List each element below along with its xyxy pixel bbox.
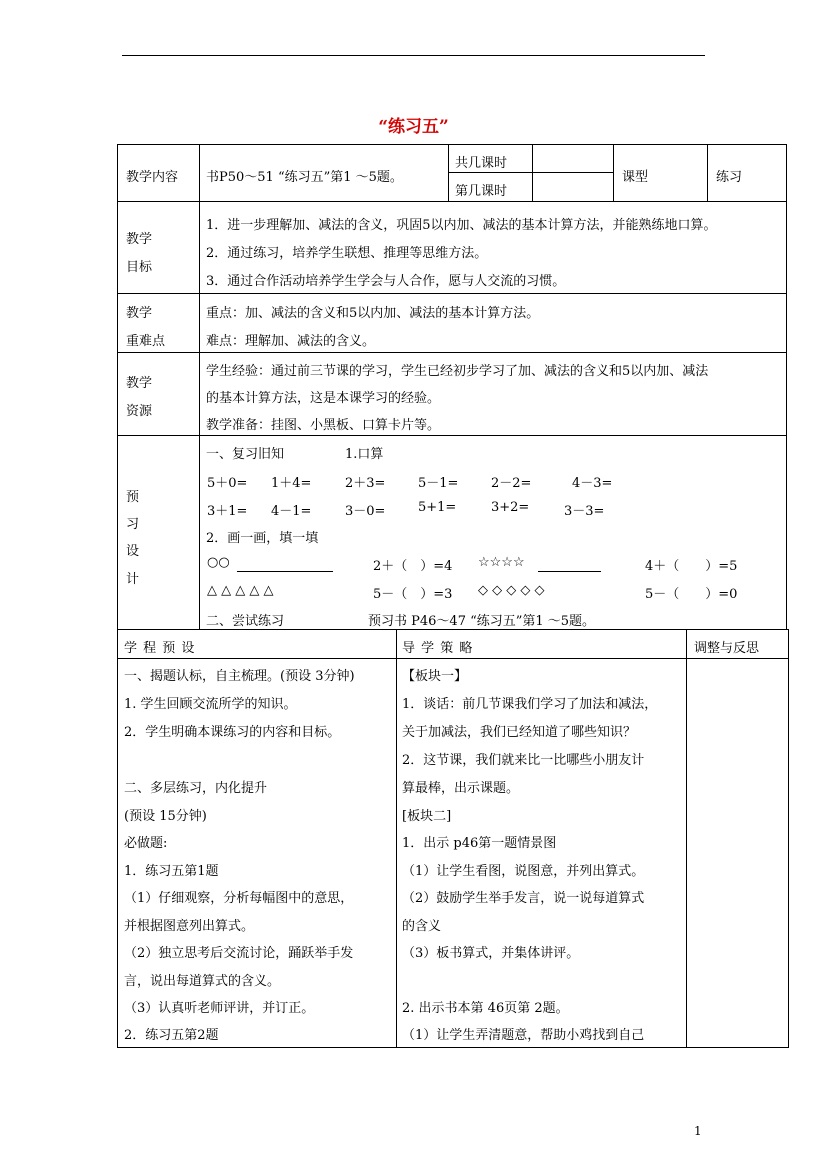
resource-item: 学生经验：通过前三节课的学习，学生已经初步学习了加、减法的含义和5以内加、减法 — [206, 364, 709, 379]
process-left-line: 言，说出每道算式的含义。 — [124, 974, 281, 989]
process-left-line: （1）仔细观察，分析每幅图中的意思， — [124, 891, 354, 906]
stars: ☆☆☆☆ — [478, 555, 525, 570]
content-value: 书P50～51 “练习五”第1 ～5题。 — [206, 170, 403, 185]
keypoint-item: 重点：加、减法的含义和5以内加、减法的基本计算方法。 — [206, 306, 540, 321]
process-left-line: 1. 学生回顾交流所学的知识。 — [124, 697, 297, 712]
fill-equation: 2＋（ ）=4 — [373, 559, 453, 574]
goals-label-2: 目标 — [126, 260, 153, 275]
preview-label: 设 — [126, 544, 140, 559]
lesson-number-label: 第几课时 — [455, 184, 508, 199]
process-left-line: （2）独立思考后交流讨论，踊跃举手发 — [124, 946, 354, 961]
oral-heading: 1.口算 — [345, 447, 384, 462]
process-left-line: （3）认真听老师评讲，并订正。 — [124, 1001, 315, 1016]
process-mid-line: 关于加减法，我们已经知道了哪些知识？ — [402, 725, 637, 740]
lesson-type-label: 课型 — [622, 170, 649, 185]
column-header: 学 程 预 设 — [124, 641, 196, 656]
answer-line — [538, 571, 601, 572]
oral-item: 5＋0= — [207, 476, 248, 491]
page-title: “练习五” — [378, 117, 449, 137]
process-left-line: 二、多层练习，内化提升 — [124, 781, 268, 796]
lesson-type-value: 练习 — [716, 170, 743, 185]
resource-item: 教学准备：挂图、小黑板、口算卡片等。 — [206, 418, 441, 433]
process-mid-line: 2. 出示书本第 46页第 2题。 — [402, 1001, 569, 1016]
page-number: 1 — [694, 1124, 702, 1138]
oral-item: 2－2= — [491, 476, 532, 491]
process-left-line: 2．学生明确本课练习的内容和目标。 — [124, 725, 341, 740]
goal-item: 1．进一步理解加、减法的含义，巩固5以内加、减法的基本计算方法，并能熟练地口算。 — [206, 218, 717, 233]
goal-item: 3．通过合作活动培养学生学会与人合作，愿与人交流的习惯。 — [206, 274, 566, 289]
keypoint-item: 难点：理解加、减法的含义。 — [206, 334, 376, 349]
preview-label: 计 — [126, 572, 140, 587]
process-mid-line: （1）让学生看图，说图意，并列出算式。 — [402, 864, 645, 879]
process-mid-line: （1）让学生弄清题意，帮助小鸡找到自己 — [402, 1028, 645, 1043]
oral-item: 4－3= — [572, 476, 613, 491]
resources-label-2: 资源 — [126, 404, 153, 419]
preview-label: 习 — [126, 517, 140, 532]
oral-item: 3－0= — [345, 504, 386, 519]
oral-item: 3+2= — [491, 500, 530, 515]
process-mid-line: 【板块一】 — [402, 669, 468, 684]
header-rule — [122, 55, 705, 56]
process-mid-line: 2．这节课，我们就来比一比哪些小朋友计 — [402, 753, 645, 768]
goals-label-1: 教学 — [126, 232, 153, 247]
oral-item: 1＋4= — [271, 476, 312, 491]
oral-item: 4－1= — [271, 504, 312, 519]
resource-item: 的基本计算方法，这是本课学习的经验。 — [206, 391, 441, 406]
process-mid-line: 的含义 — [402, 919, 442, 934]
try-label: 二、尝试练习 — [206, 614, 285, 629]
review-heading: 一、复习旧知 — [206, 447, 285, 462]
try-value: 预习书 P46～47 “练习五”第1 ～5题。 — [368, 614, 596, 629]
fill-equation: 4＋（ ）=5 — [645, 559, 738, 574]
process-mid-line: （3）板书算式，并集体讲评。 — [402, 946, 580, 961]
circles: ○○ — [207, 555, 230, 570]
oral-item: 3＋1= — [207, 504, 248, 519]
total-lessons-label: 共几课时 — [455, 156, 508, 171]
process-mid-line: （2）鼓励学生举手发言，说一说每道算式 — [402, 891, 645, 906]
fill-equation: 5－（ ）=3 — [373, 587, 453, 602]
triangles: △ △ △ △ △ — [207, 583, 274, 598]
fill-equation: 5－（ ）=0 — [645, 587, 738, 602]
process-left-line: 2．练习五第2题 — [124, 1028, 219, 1043]
process-left-line: 1．练习五第1题 — [124, 864, 219, 879]
process-left-line: 必做题: — [124, 836, 168, 851]
process-left-line: 一、揭题认标，自主梳理。(预设 3分钟) — [124, 669, 355, 684]
process-mid-line: 1．谈话：前几节课我们学习了加法和减法， — [402, 697, 658, 712]
preview-label: 预 — [126, 490, 140, 505]
goal-item: 2．通过练习，培养学生联想、推理等思维方法。 — [206, 246, 488, 261]
resources-label-1: 教学 — [126, 376, 153, 391]
oral-item: 2＋3= — [345, 476, 386, 491]
draw-heading: 2．画一画，填一填 — [206, 531, 319, 546]
oral-item: 5+1= — [418, 500, 457, 515]
process-left-line: (预设 15分钟) — [124, 809, 207, 824]
column-header: 调整与反思 — [694, 641, 760, 656]
diamonds: ◇ ◇ ◇ ◇ ◇ — [478, 583, 545, 598]
keypoints-label-1: 教学 — [126, 306, 153, 321]
oral-item: 3－3= — [564, 504, 605, 519]
process-mid-line: 算最棒，出示课题。 — [402, 781, 520, 796]
keypoints-label-2: 重难点 — [126, 334, 166, 349]
process-mid-line: 1．出示 p46第一题情景图 — [402, 836, 557, 851]
column-header: 导 学 策 略 — [402, 641, 474, 656]
content-label: 教学内容 — [126, 170, 179, 185]
process-mid-line: [板块二] — [402, 809, 452, 824]
process-left-line: 并根据图意列出算式。 — [124, 919, 255, 934]
answer-line — [237, 571, 333, 572]
oral-item: 5－1= — [418, 476, 459, 491]
